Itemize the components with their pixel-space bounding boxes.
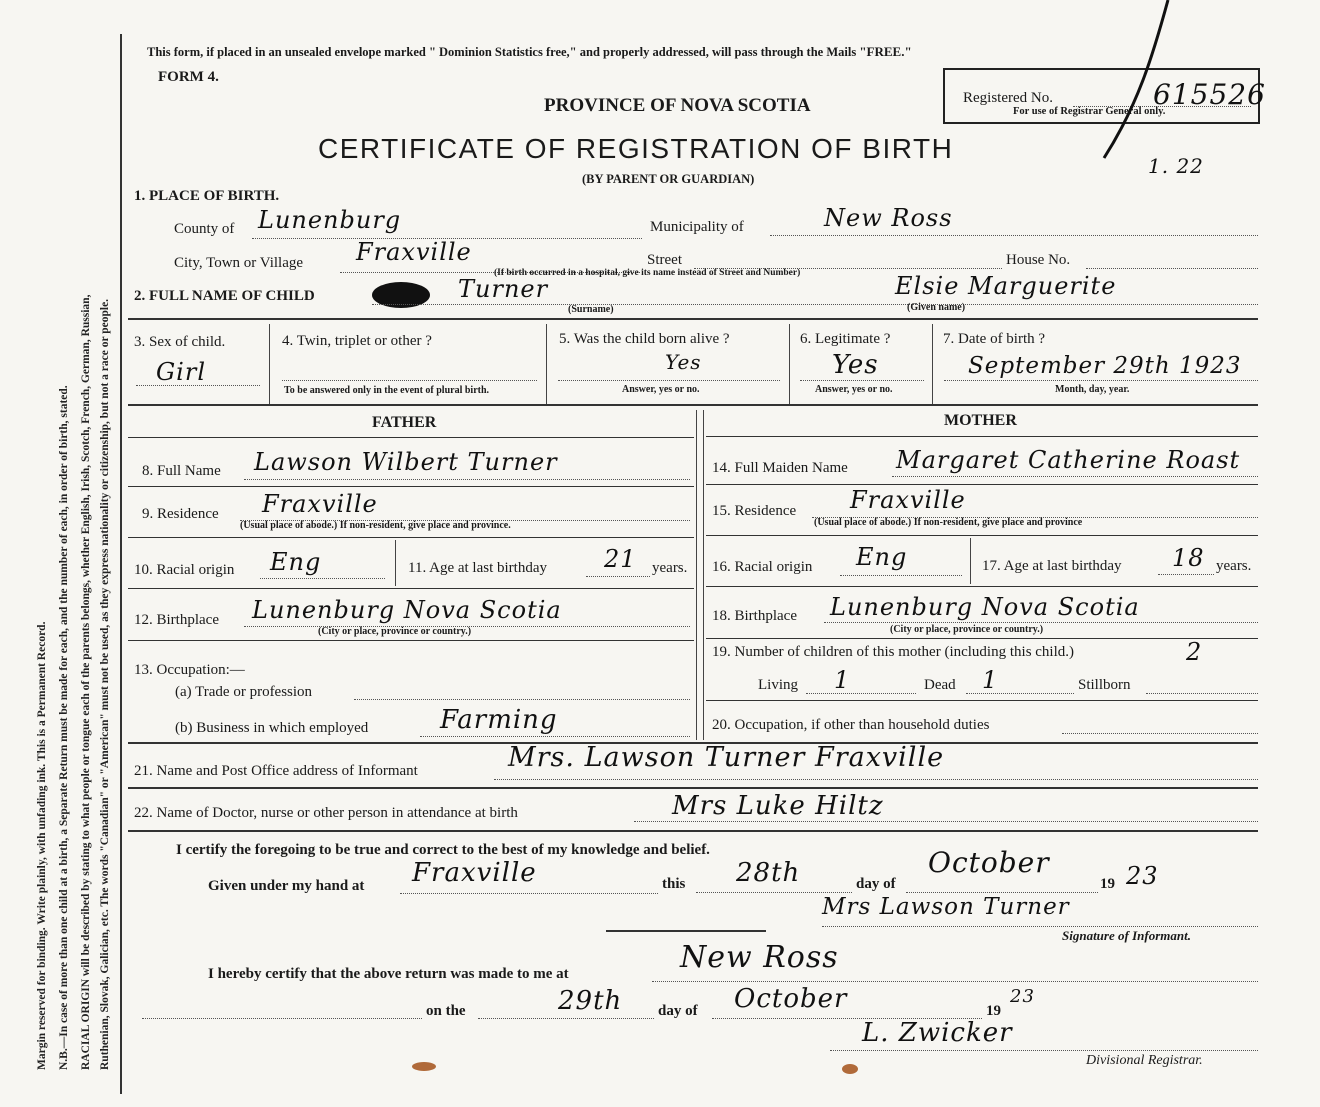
living-value: 1: [834, 666, 851, 694]
father-trade-label: (a) Trade or profession: [175, 684, 313, 700]
informant-signature: Mrs Lawson Turner: [822, 894, 1070, 920]
father-birthplace-value: Lunenburg Nova Scotia: [252, 596, 562, 624]
legit-label: 6. Legitimate ?: [800, 331, 891, 347]
binding-line: [120, 34, 122, 1094]
father-racial-label: 10. Racial origin: [134, 562, 235, 578]
father-name-value: Lawson Wilbert Turner: [254, 448, 558, 476]
given-day-value: 28th: [736, 858, 801, 888]
mother-residence-value: Fraxville: [850, 486, 966, 514]
mother-occupation-label: 20. Occupation, if other than household duties: [712, 717, 990, 733]
registrar-day-of-label: day of: [658, 1003, 698, 1019]
margin-note-2: N.B.—In case of more than one child at a birth, a Separate Return must be made for each, and the number of each, in order of birth, stated.: [58, 385, 70, 1070]
ink-spot-2: [842, 1064, 858, 1074]
hospital-note: (If birth occurred in a hospital, give its name instead of Street and Number): [494, 268, 801, 278]
reg-note: For use of Registrar General only.: [1013, 106, 1166, 117]
father-age-label: 11. Age at last birthday: [408, 560, 547, 576]
given-year-value: 23: [1126, 862, 1159, 890]
place-heading: 1. PLACE OF BIRTH.: [134, 188, 280, 204]
given-caption: (Given name): [907, 302, 966, 313]
child-name-label: 2. FULL NAME OF CHILD: [134, 288, 315, 304]
twin-caption: To be answered only in the event of plural birth.: [284, 385, 490, 396]
father-business-value: Farming: [440, 705, 558, 735]
doctor-value: Mrs Luke Hiltz: [672, 791, 884, 821]
sex-value: Girl: [156, 358, 206, 386]
postal-note: This form, if placed in an unsealed envelope marked " Dominion Statistics free," and properly addressed, will pass through the Mails "FREE.": [147, 44, 912, 59]
margin-note-3: RACIAL ORIGIN will be described by stating to what people or tongue each of the parents belongs, whether English, Irish, Scotch, French, German, Russian,: [80, 294, 92, 1070]
doctor-label: 22. Name of Doctor, nurse or other person in attendance at birth: [134, 805, 518, 821]
county-label: County of: [174, 221, 235, 237]
father-residence-value: Fraxville: [262, 490, 378, 518]
mother-age-suffix: years.: [1216, 558, 1252, 574]
mother-racial-value: Eng: [856, 543, 908, 571]
margin-note-4: Ruthenian, Slovak, Galician, etc. The words "Canadian" or "American" must not be used, as they express nationality or citizenship, but not a race or people.: [99, 298, 111, 1070]
mother-birthplace-caption: (City or place, province or country.): [890, 624, 1044, 635]
given-label: Given under my hand at: [208, 878, 365, 894]
mother-name-label: 14. Full Maiden Name: [712, 460, 848, 476]
child-given-value: Elsie Marguerite: [895, 272, 1117, 300]
registrar-statement: I hereby certify that the above return was made to me at: [208, 966, 569, 982]
mother-racial-label: 16. Racial origin: [712, 559, 813, 575]
father-heading: FATHER: [372, 414, 437, 431]
registrar-month-value: October: [734, 984, 848, 1014]
municipality-label: Municipality of: [650, 219, 744, 235]
county-value: Lunenburg: [258, 206, 402, 234]
registrar-year-prefix: 19: [986, 1003, 1001, 1019]
informant-value: Mrs. Lawson Turner Fraxville: [508, 742, 945, 773]
house-label: House No.: [1006, 252, 1071, 268]
municipality-value: New Ross: [824, 204, 953, 232]
legit-caption: Answer, yes or no.: [815, 384, 893, 395]
sex-label: 3. Sex of child.: [134, 334, 226, 350]
margin-note-1: Margin reserved for binding. Write plainly, with unfading ink. This is a Permanent Record.: [36, 621, 48, 1070]
alive-label: 5. Was the child born alive ?: [559, 331, 730, 347]
mother-name-value: Margaret Catherine Roast: [896, 446, 1241, 474]
dob-label: 7. Date of birth ?: [943, 331, 1046, 347]
father-residence-label: 9. Residence: [142, 506, 219, 522]
signature-caption: Signature of Informant.: [1062, 928, 1191, 943]
living-label: Living: [758, 677, 798, 693]
city-label: City, Town or Village: [174, 255, 304, 271]
registrar-place-value: New Ross: [680, 940, 839, 975]
mother-age-value: 18: [1172, 544, 1205, 572]
mother-birthplace-label: 18. Birthplace: [712, 608, 797, 624]
father-age-value: 21: [604, 545, 637, 573]
father-name-label: 8. Full Name: [142, 463, 221, 479]
given-year-prefix: 19: [1100, 876, 1115, 892]
legit-value: Yes: [832, 350, 879, 380]
registrar-caption: Divisional Registrar.: [1086, 1053, 1203, 1068]
child-surname-value: Turner: [458, 275, 549, 303]
certificate-title: CERTIFICATE OF REGISTRATION OF BIRTH: [318, 133, 954, 164]
reg-value: 615526: [1153, 78, 1266, 111]
province-heading: PROVINCE OF NOVA SCOTIA: [544, 95, 811, 116]
mother-heading: MOTHER: [944, 412, 1017, 429]
father-birthplace-caption: (City or place, province or country.): [318, 626, 472, 637]
mother-residence-label: 15. Residence: [712, 503, 797, 519]
mother-children-value: 2: [1186, 638, 1203, 666]
this-label: this: [662, 876, 686, 892]
mother-age-label: 17. Age at last birthday: [982, 558, 1122, 574]
certificate-subtitle: (BY PARENT OR GUARDIAN): [582, 172, 755, 186]
reg-label: Registered No.: [963, 90, 1053, 106]
father-business-label: (b) Business in which employed: [175, 720, 369, 736]
surname-caption: (Surname): [568, 304, 614, 315]
registrar-signature: L. Zwicker: [862, 1018, 1013, 1048]
father-birthplace-label: 12. Birthplace: [134, 612, 219, 628]
dead-label: Dead: [924, 677, 956, 693]
dob-value: September 29th 1923: [968, 353, 1242, 379]
corner-mark: 1. 22: [1148, 154, 1204, 178]
mother-residence-caption: (Usual place of abode.) If non-resident, give place and province: [814, 517, 1083, 528]
alive-caption: Answer, yes or no.: [622, 384, 700, 395]
ink-spot-1: [412, 1062, 436, 1071]
informant-label: 21. Name and Post Office address of Informant: [134, 763, 418, 779]
alive-value: Yes: [665, 350, 702, 374]
stillborn-label: Stillborn: [1078, 677, 1131, 693]
street-label: Street: [647, 252, 682, 268]
given-place-value: Fraxville: [412, 858, 537, 888]
twin-label: 4. Twin, triplet or other ?: [282, 333, 432, 349]
certify-statement: I certify the foregoing to be true and correct to the best of my knowledge and belief.: [176, 842, 710, 858]
father-occupation-label: 13. Occupation:—: [134, 662, 245, 678]
dob-caption: Month, day, year.: [1055, 384, 1130, 395]
registrar-year-value: 23: [1010, 986, 1035, 1007]
father-racial-value: Eng: [270, 548, 322, 576]
city-value: Fraxville: [356, 238, 472, 266]
mother-children-label: 19. Number of children of this mother (including this child.): [712, 644, 1075, 660]
pen-stroke: [1098, 0, 1178, 160]
father-age-suffix: years.: [652, 560, 688, 576]
on-the-label: on the: [426, 1003, 466, 1019]
father-residence-caption: (Usual place of abode.) If non-resident, give place and province.: [240, 520, 511, 531]
mother-birthplace-value: Lunenburg Nova Scotia: [830, 593, 1140, 621]
given-month-value: October: [928, 846, 1050, 879]
dead-value: 1: [982, 666, 999, 694]
registrar-day-value: 29th: [558, 986, 623, 1016]
given-day-of-label: day of: [856, 876, 896, 892]
form-number: FORM 4.: [158, 69, 219, 85]
